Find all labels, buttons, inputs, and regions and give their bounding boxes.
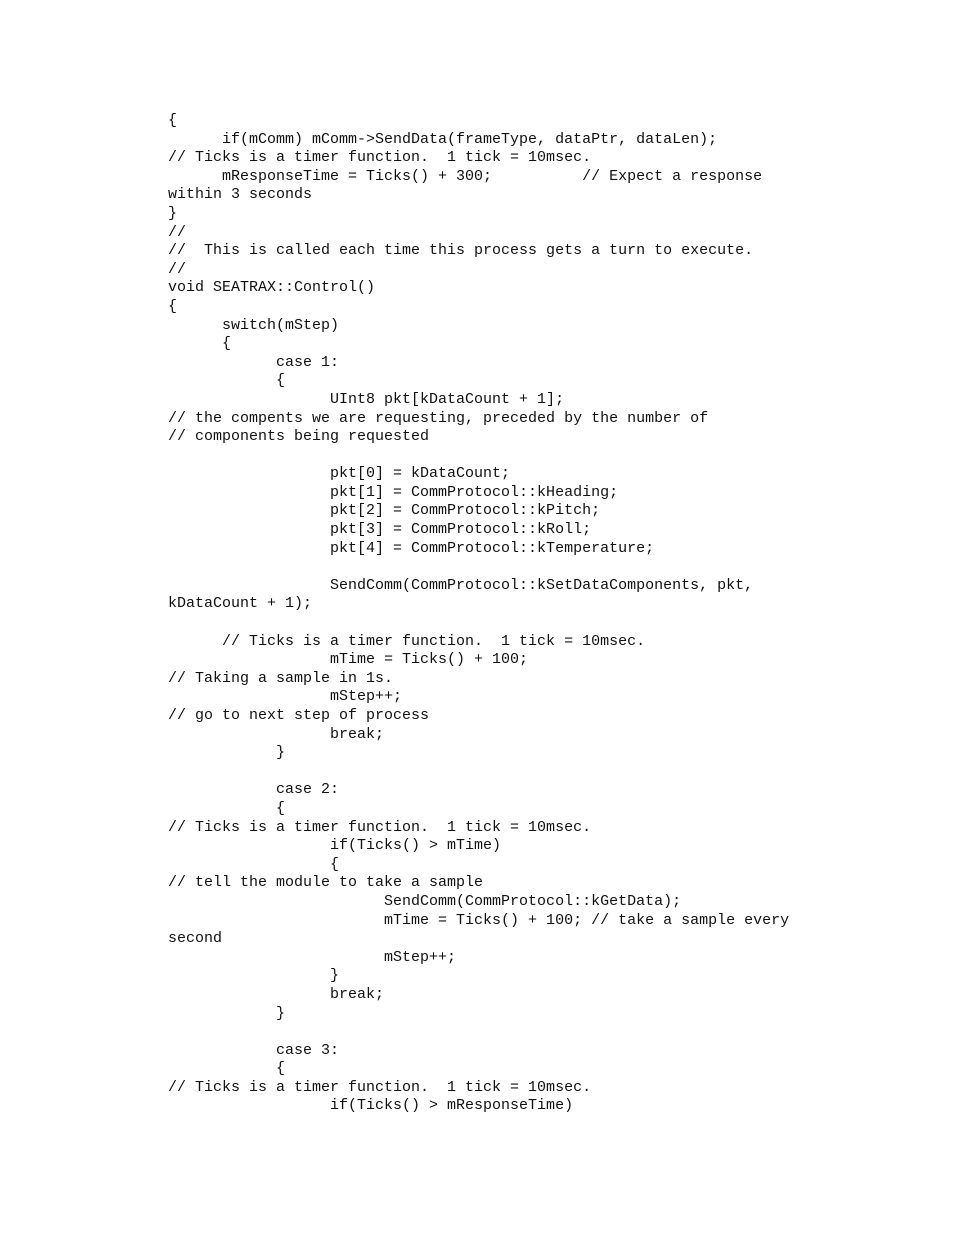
code-line: { [168,799,286,817]
code-line: mTime = Ticks() + 100; [168,651,529,669]
code-listing [168,112,868,1116]
code-line: mTime = Ticks() + 100; // take a sample every [168,911,790,929]
code-line: { [168,1060,286,1078]
code-line: // Ticks is a timer function. 1 tick = 10msec. [168,632,646,650]
code-line: } [168,744,286,762]
code-line: mStep++; [168,948,457,966]
code-line: // [168,260,187,278]
code-line: pkt[0] = kDataCount; [168,465,511,483]
code-line: } [168,1004,286,1022]
code-line: case 3: [168,1041,340,1059]
code-line: } [168,204,178,222]
code-line: pkt[3] = CommProtocol::kRoll; [168,521,592,539]
code-line: within 3 seconds [168,186,313,204]
code-line: } [168,967,340,985]
code-line: void SEATRAX::Control() [168,279,376,297]
code-line: // Taking a sample in 1s. [168,669,394,687]
code-line: { [168,855,340,873]
code-line: // components being requested [168,428,430,446]
code-line [168,447,868,466]
code-line: // tell the module to take a sample [168,874,484,892]
code-line [168,614,868,633]
code-line: break; [168,725,385,743]
code-line: kDataCount + 1); [168,595,313,613]
code-line: case 2: [168,781,340,799]
code-line: // go to next step of process [168,707,430,724]
code-line: pkt[2] = CommProtocol::kPitch; [168,502,601,520]
code-line: if(Ticks() > mResponseTime) [168,1097,574,1115]
code-line: UInt8 pkt[kDataCount + 1]; [168,390,565,408]
code-line: if(Ticks() > mTime) [168,837,502,855]
code-line: // This is called each time this process gets a turn to execute. [168,242,754,260]
code-line: break; [168,985,385,1003]
code-line: // Ticks is a timer function. 1 tick = 10msec. [168,818,592,836]
code-line: mResponseTime = Ticks() + 300; // Expect a response [168,167,763,185]
code-line [168,558,868,577]
code-line [168,1023,868,1042]
code-line: SendComm(CommProtocol::kGetData); [168,892,682,910]
code-line: switch(mStep) [168,316,340,334]
code-line: SendComm(CommProtocol::kSetDataComponents, pkt, [168,576,754,594]
code-line: // Ticks is a timer function. 1 tick = 10msec. [168,149,592,167]
code-line: pkt[4] = CommProtocol::kTemperature; [168,539,655,557]
code-line: mStep++; [168,688,403,706]
code-line: { [168,112,178,129]
code-line: case 1: [168,353,340,371]
code-line: { [168,297,178,315]
code-line: // Ticks is a timer function. 1 tick = 10msec. [168,1078,592,1096]
code-line: pkt[1] = CommProtocol::kHeading; [168,483,619,501]
code-line: { [168,335,232,353]
code-line: { [168,372,286,390]
code-line: second [168,930,223,948]
code-line: if(mComm) mComm->SendData(frameType, dataPtr, dataLen); [168,130,718,148]
code-line: // the compents we are requesting, preceded by the number of [168,409,709,427]
code-line [168,763,868,782]
code-line: // [168,223,187,241]
